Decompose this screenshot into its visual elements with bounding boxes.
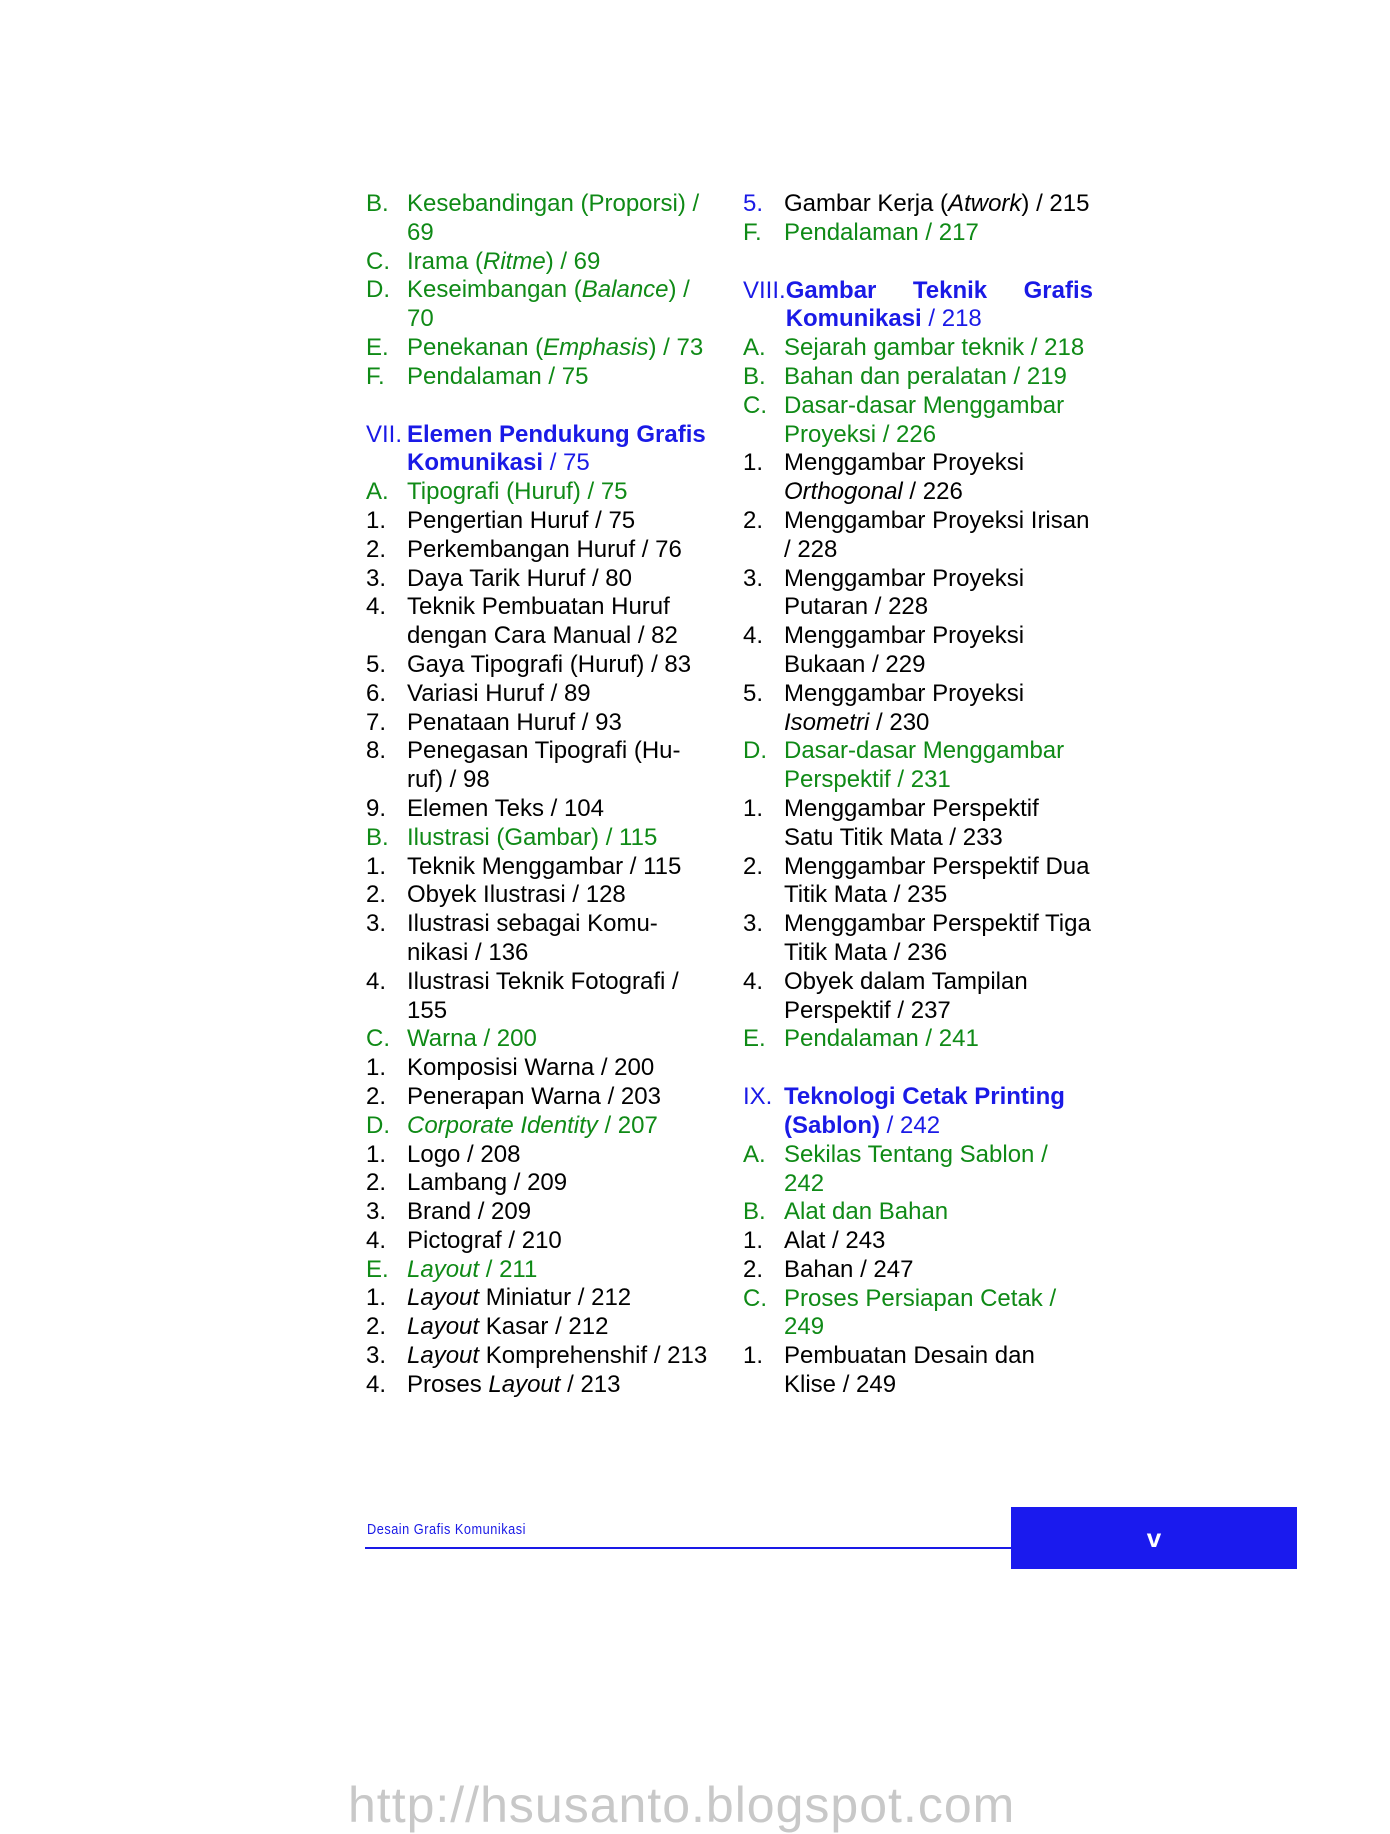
toc-subsection-entry[interactable] (366, 1083, 711, 1112)
toc-entry-text (407, 1025, 711, 1054)
toc-subsection-entry[interactable] (366, 507, 711, 536)
toc-entry-label: 4. (366, 967, 387, 995)
toc-italic-term: Layout (407, 1313, 480, 1341)
toc-entry-label: VIII. (743, 276, 786, 304)
toc-subsection-entry[interactable] (366, 910, 711, 968)
toc-section-entry[interactable] (366, 1112, 711, 1141)
toc-entry-text (407, 421, 711, 479)
toc-entry-text (784, 565, 1093, 623)
toc-text-part: Pendalaman / 241 (784, 1025, 979, 1053)
toc-text-part: Ilustrasi (Gambar) / 115 (407, 823, 658, 851)
toc-entry-text (407, 680, 711, 709)
toc-text-part: Menggambar Proyeksi Irisan / 228 (784, 506, 1090, 563)
toc-entry-text (784, 737, 1093, 795)
toc-text-part: Elemen Teks / 104 (407, 794, 605, 822)
toc-entry-text (407, 1371, 711, 1400)
toc-subsection-entry[interactable] (743, 449, 1093, 507)
toc-italic-term: Layout (407, 1342, 480, 1370)
toc-text-part: Penegasan Tipografi (Hu-ruf) / 98 (407, 737, 681, 794)
toc-subsection-entry[interactable] (743, 1342, 1093, 1400)
toc-text-part: Proses (407, 1370, 489, 1398)
toc-left-column (366, 190, 711, 1400)
toc-subsection-entry[interactable] (366, 593, 711, 651)
toc-text-part: Menggambar Proyeksi Bukaan / 229 (784, 622, 1025, 678)
toc-entry-label: 2. (366, 1169, 387, 1197)
toc-entry-text (407, 363, 711, 392)
toc-text-part: Daya Tarik Huruf / 80 (407, 564, 632, 592)
toc-entry-label: 1. (366, 1140, 387, 1168)
toc-entry-label: 2. (366, 535, 387, 563)
toc-italic-term: Balance (581, 276, 669, 304)
toc-section-entry[interactable] (366, 1025, 711, 1054)
toc-entry-label: 1. (366, 1284, 387, 1312)
toc-text-part: Pengertian Huruf / 75 (407, 506, 636, 534)
watermark-url: http://hsusanto.blogspot.com (348, 1777, 1016, 1833)
toc-chapter-heading[interactable] (366, 421, 711, 479)
toc-entry-label: 4. (366, 593, 387, 621)
toc-subsection-entry[interactable] (366, 536, 711, 565)
toc-entry-text (784, 680, 1093, 738)
toc-entry-text (407, 478, 711, 507)
toc-entry-label: D. (366, 1111, 390, 1139)
toc-section-entry[interactable] (743, 334, 1093, 363)
page-number: v (1146, 1523, 1162, 1553)
toc-entry-text (407, 651, 711, 680)
toc-subsection-entry[interactable] (743, 190, 1093, 219)
toc-entry-text (407, 1054, 711, 1083)
toc-text-part: Proses Persiapan Cetak / 249 (784, 1284, 1057, 1341)
toc-entry-label: B. (366, 190, 389, 217)
toc-subsection-entry[interactable] (366, 853, 711, 882)
toc-text-part: Menggambar Perspektif Tiga Titik Mata / 236 (784, 910, 1091, 966)
toc-entry-label: 7. (366, 708, 387, 736)
toc-subsection-entry[interactable] (366, 881, 711, 910)
toc-entry-text (407, 507, 711, 536)
toc-entry-text (407, 1112, 711, 1141)
toc-text-part: Ilustrasi Teknik Fotografi / 155 (407, 967, 679, 1024)
toc-entry-label: 3. (743, 910, 764, 938)
toc-entry-text (784, 1227, 1093, 1256)
toc-entry-text (784, 1141, 1093, 1199)
toc-section-entry[interactable] (743, 392, 1093, 450)
chapter-page-ref: / 75 (543, 449, 590, 477)
page-number-badge (1011, 1507, 1297, 1569)
toc-text-part: Menggambar Perspektif Satu Titik Mata / 233 (784, 794, 1039, 851)
toc-entry-label: C. (743, 391, 767, 419)
toc-entry-label: 4. (366, 1226, 387, 1254)
toc-entry-label: 3. (366, 1198, 387, 1226)
toc-text-part: ) / 73 (648, 333, 704, 361)
toc-section-entry[interactable] (366, 248, 711, 277)
toc-entry-label: D. (743, 737, 767, 765)
chapter-title: Elemen Pendukung Grafis Komunikasi (407, 420, 706, 477)
toc-text-part: Sejarah gambar teknik / 218 (784, 334, 1085, 362)
toc-entry-text (784, 1256, 1093, 1285)
toc-text-part: Brand / 209 (407, 1198, 532, 1226)
toc-subsection-entry[interactable] (743, 565, 1093, 623)
toc-subsection-entry[interactable] (743, 1256, 1093, 1285)
toc-entry-label: 1. (366, 852, 387, 880)
toc-section-entry[interactable] (743, 1025, 1093, 1054)
toc-text-part: Menggambar Proyeksi (784, 679, 1025, 707)
toc-entry-label: A. (743, 1140, 766, 1168)
toc-entry-label: 2. (366, 1313, 387, 1341)
toc-italic-term: Layout (407, 1284, 480, 1312)
toc-subsection-entry[interactable] (743, 910, 1093, 968)
toc-text-part: Komprehenshif / 213 (479, 1342, 708, 1370)
footer-book-title: Desain Grafis Komunikasi (367, 1521, 526, 1538)
toc-section-entry[interactable] (366, 276, 711, 334)
toc-entry-label: 3. (366, 564, 387, 592)
toc-text-part: Alat dan Bahan (784, 1198, 949, 1226)
toc-text-part: / 213 (560, 1370, 621, 1398)
toc-entry-text (407, 334, 711, 363)
toc-text-part: Dasar-dasar Menggambar Perspektif / 231 (784, 737, 1065, 794)
toc-text-part: Penataan Huruf / 93 (407, 708, 622, 736)
toc-entry-text (407, 910, 711, 968)
toc-text-part: Penekanan ( (407, 333, 544, 361)
toc-entry-label: 1. (743, 1342, 764, 1370)
toc-entry-text (407, 248, 711, 277)
toc-entry-label: 5. (743, 190, 764, 217)
toc-section-entry[interactable] (743, 219, 1093, 248)
toc-entry-text (784, 910, 1093, 968)
toc-entry-text (784, 1083, 1093, 1141)
toc-text-part: Menggambar Proyeksi (784, 449, 1025, 477)
toc-subsection-entry[interactable] (366, 680, 711, 709)
toc-entry-label: A. (366, 478, 389, 506)
toc-entry-text (784, 190, 1093, 219)
toc-entry-text (784, 1285, 1093, 1343)
toc-entry-label: 1. (743, 794, 764, 822)
toc-text-part: Komposisi Warna / 200 (407, 1054, 655, 1082)
toc-entry-text (784, 219, 1093, 248)
toc-section-entry[interactable] (743, 1285, 1093, 1343)
toc-entry-label: B. (366, 823, 389, 851)
toc-entry-label: E. (366, 333, 389, 361)
toc-entry-label: 4. (366, 1370, 387, 1398)
toc-subsection-entry[interactable] (366, 1313, 711, 1342)
toc-subsection-entry[interactable] (366, 1371, 711, 1400)
toc-entry-text (784, 449, 1093, 507)
toc-entry-text (407, 853, 711, 882)
toc-entry-label: VII. (366, 420, 403, 448)
toc-subsection-entry[interactable] (366, 968, 711, 1026)
toc-section-entry[interactable] (366, 1256, 711, 1285)
toc-entry-text (407, 824, 711, 853)
toc-subsection-entry[interactable] (366, 1054, 711, 1083)
toc-text-part: Warna / 200 (407, 1025, 537, 1053)
toc-text-part: Penerapan Warna / 203 (407, 1082, 661, 1110)
toc-entry-text (407, 1227, 711, 1256)
toc-entry-text (407, 968, 711, 1026)
toc-text-part: Sekilas Tentang Sablon / 242 (784, 1140, 1048, 1197)
toc-entry-label: 4. (743, 967, 764, 995)
toc-text-part: Variasi Huruf / 89 (407, 679, 591, 707)
toc-italic-term: Corporate Identity (407, 1111, 598, 1139)
toc-entry-text (407, 881, 711, 910)
toc-text-part: Irama ( (407, 247, 484, 275)
toc-text-part: Tipografi (Huruf) / 75 (407, 478, 628, 506)
toc-subsection-entry[interactable] (743, 507, 1093, 565)
toc-entry-text (784, 392, 1093, 450)
toc-text-part: Keseimbangan ( (407, 276, 582, 304)
toc-entry-label: E. (743, 1025, 766, 1053)
toc-text-part: Gambar Kerja ( (784, 190, 949, 217)
toc-section-entry[interactable] (743, 1141, 1093, 1199)
footer-rule (365, 1547, 1013, 1549)
toc-subsection-entry[interactable] (743, 853, 1093, 911)
toc-text-part: Kasar / 212 (479, 1313, 609, 1341)
toc-text-part: Logo / 208 (407, 1140, 521, 1168)
toc-entry-label: 3. (366, 1342, 387, 1370)
chapter-page-ref: / 218 (921, 305, 982, 333)
toc-entry-text (784, 1198, 1093, 1227)
toc-text-part: Pictograf / 210 (407, 1226, 562, 1254)
toc-text-part: Pembuatan Desain dan Klise / 249 (784, 1342, 1035, 1399)
toc-entry-label: 4. (743, 622, 764, 650)
toc-section-entry[interactable] (366, 824, 711, 853)
toc-subsection-entry[interactable] (366, 737, 711, 795)
toc-entry-label: 3. (366, 910, 387, 938)
toc-text-part: / 226 (902, 478, 963, 506)
toc-section-entry[interactable] (743, 1198, 1093, 1227)
toc-italic-term: Layout (407, 1255, 480, 1283)
toc-subsection-entry[interactable] (366, 795, 711, 824)
toc-entry-text (407, 1169, 711, 1198)
toc-subsection-entry[interactable] (366, 651, 711, 680)
toc-text-part: Menggambar Perspektif Dua Titik Mata / 235 (784, 852, 1090, 909)
toc-subsection-entry[interactable] (743, 1227, 1093, 1256)
toc-entry-label: IX. (743, 1083, 773, 1111)
chapter-title: Teknologi Cetak Printing (Sablon) (784, 1083, 1065, 1139)
toc-entry-text (407, 709, 711, 738)
toc-text-part: Alat / 243 (784, 1227, 886, 1255)
toc-subsection-entry[interactable] (366, 1227, 711, 1256)
toc-entry-text (784, 1025, 1093, 1054)
chapter-title-line: Gambar Teknik Grafis (785, 276, 1093, 304)
toc-text-part: Obyek dalam Tampilan Perspektif / 237 (784, 967, 1028, 1024)
toc-entry-text (407, 1313, 711, 1342)
toc-text-part: ) / 215 (1021, 190, 1090, 217)
toc-right-column (743, 190, 1093, 1400)
toc-entry-text (784, 1342, 1093, 1400)
toc-entry-label: C. (743, 1284, 767, 1312)
toc-text-part: / 211 (479, 1255, 538, 1283)
toc-entry-label: A. (743, 334, 766, 362)
toc-entry-label: 2. (366, 881, 387, 909)
toc-entry-label: 5. (743, 679, 764, 707)
toc-subsection-entry[interactable] (366, 1284, 711, 1313)
toc-subsection-entry[interactable] (743, 795, 1093, 853)
toc-entry-label: F. (366, 362, 385, 390)
toc-subsection-entry[interactable] (366, 1342, 711, 1371)
toc-entry-label: 1. (743, 449, 764, 477)
toc-entry-label: F. (743, 218, 762, 246)
toc-text-part: / 207 (597, 1111, 658, 1139)
toc-entry-label: 1. (743, 1227, 764, 1255)
toc-subsection-entry[interactable] (366, 565, 711, 594)
toc-entry-label: 2. (366, 1082, 387, 1110)
toc-entry-label: 9. (366, 794, 387, 822)
toc-entry-text (784, 334, 1093, 363)
toc-italic-term: Ritme (483, 247, 546, 275)
toc-text-part: Bahan dan peralatan / 219 (784, 362, 1067, 390)
toc-subsection-entry[interactable] (366, 709, 711, 738)
toc-entry-label: C. (366, 1025, 390, 1053)
toc-text-part: / 230 (869, 708, 930, 736)
toc-entry-text (407, 1284, 711, 1313)
toc-entry-text (784, 507, 1093, 565)
toc-text-part: Pendalaman / 75 (407, 362, 589, 390)
toc-entry-label: C. (366, 247, 390, 275)
toc-chapter-heading[interactable] (743, 277, 1093, 335)
toc-entry-text (786, 277, 1093, 335)
toc-entry-text (407, 190, 711, 248)
chapter-title-line: Komunikasi (785, 305, 922, 333)
toc-entry-text (407, 1256, 711, 1285)
toc-entry-text (784, 795, 1093, 853)
toc-subsection-entry[interactable] (743, 968, 1093, 1026)
toc-entry-text (407, 1141, 711, 1170)
toc-italic-term: Atwork (948, 190, 1022, 217)
toc-subsection-entry[interactable] (366, 1198, 711, 1227)
toc-entry-text (407, 536, 711, 565)
toc-italic-term: Isometri (784, 708, 870, 736)
toc-text-part: Ilustrasi sebagai Komu-nikasi / 136 (407, 910, 658, 966)
toc-text-part: Lambang / 209 (407, 1169, 568, 1197)
toc-section-entry[interactable] (366, 363, 711, 392)
toc-entry-text (407, 795, 711, 824)
toc-text-part: Kesebandingan (Proporsi) / 69 (407, 190, 700, 246)
toc-italic-term: Layout (488, 1370, 561, 1398)
toc-section-entry[interactable] (743, 363, 1093, 392)
toc-text-part: Bahan / 247 (784, 1255, 914, 1283)
toc-subsection-entry[interactable] (743, 622, 1093, 680)
toc-entry-text (407, 1342, 711, 1371)
toc-text-part: Menggambar Proyeksi Putaran / 228 (784, 564, 1025, 621)
toc-entry-label: 1. (366, 506, 387, 534)
toc-section-entry[interactable] (366, 478, 711, 507)
toc-italic-term: Orthogonal (784, 478, 903, 506)
toc-entry-label: 5. (366, 650, 387, 678)
toc-subsection-entry[interactable] (366, 1169, 711, 1198)
toc-text-part: ) / 69 (545, 247, 601, 275)
toc-entry-label: B. (743, 362, 766, 390)
toc-entry-label: 3. (743, 564, 764, 592)
toc-text-part: Teknik Pembuatan Huruf dengan Cara Manual / 82 (407, 593, 678, 650)
toc-entry-text (407, 276, 711, 334)
toc-entry-label: E. (366, 1255, 389, 1283)
toc-section-entry[interactable] (366, 334, 711, 363)
toc-subsection-entry[interactable] (743, 680, 1093, 738)
toc-text-part: Teknik Menggambar / 115 (407, 852, 682, 880)
toc-chapter-heading[interactable] (743, 1083, 1093, 1141)
toc-text-part: Gaya Tipografi (Huruf) / 83 (407, 650, 692, 678)
toc-text-part: Miniatur / 212 (479, 1284, 632, 1312)
toc-subsection-entry[interactable] (366, 1141, 711, 1170)
chapter-page-ref: / 242 (880, 1111, 941, 1139)
toc-text-part: ) / 70 (407, 276, 690, 333)
toc-entry-label: D. (366, 276, 390, 304)
toc-italic-term: Emphasis (543, 333, 649, 361)
toc-entry-label: 1. (366, 1054, 387, 1082)
toc-entry-label: B. (743, 1198, 766, 1226)
toc-section-entry[interactable] (366, 190, 711, 248)
toc-section-entry[interactable] (743, 737, 1093, 795)
toc-text-part: Pendalaman / 217 (784, 218, 979, 246)
toc-entry-text (407, 1083, 711, 1112)
toc-entry-text (784, 363, 1093, 392)
toc-entry-label: 6. (366, 679, 387, 707)
toc-entry-label: 8. (366, 737, 387, 765)
toc-entry-text (784, 968, 1093, 1026)
toc-text-part: Obyek Ilustrasi / 128 (407, 881, 626, 909)
toc-entry-label: 2. (743, 506, 764, 534)
toc-text-part: Dasar-dasar Menggambar Proyeksi / 226 (784, 391, 1065, 448)
toc-text-part: Perkembangan Huruf / 76 (407, 535, 682, 563)
toc-entry-label: 2. (743, 1255, 764, 1283)
toc-entry-text (407, 565, 711, 594)
toc-entry-text (407, 737, 711, 795)
toc-entry-text (407, 1198, 711, 1227)
toc-entry-text (784, 853, 1093, 911)
toc-entry-label: 2. (743, 852, 764, 880)
toc-entry-text (784, 622, 1093, 680)
toc-entry-text (407, 593, 711, 651)
